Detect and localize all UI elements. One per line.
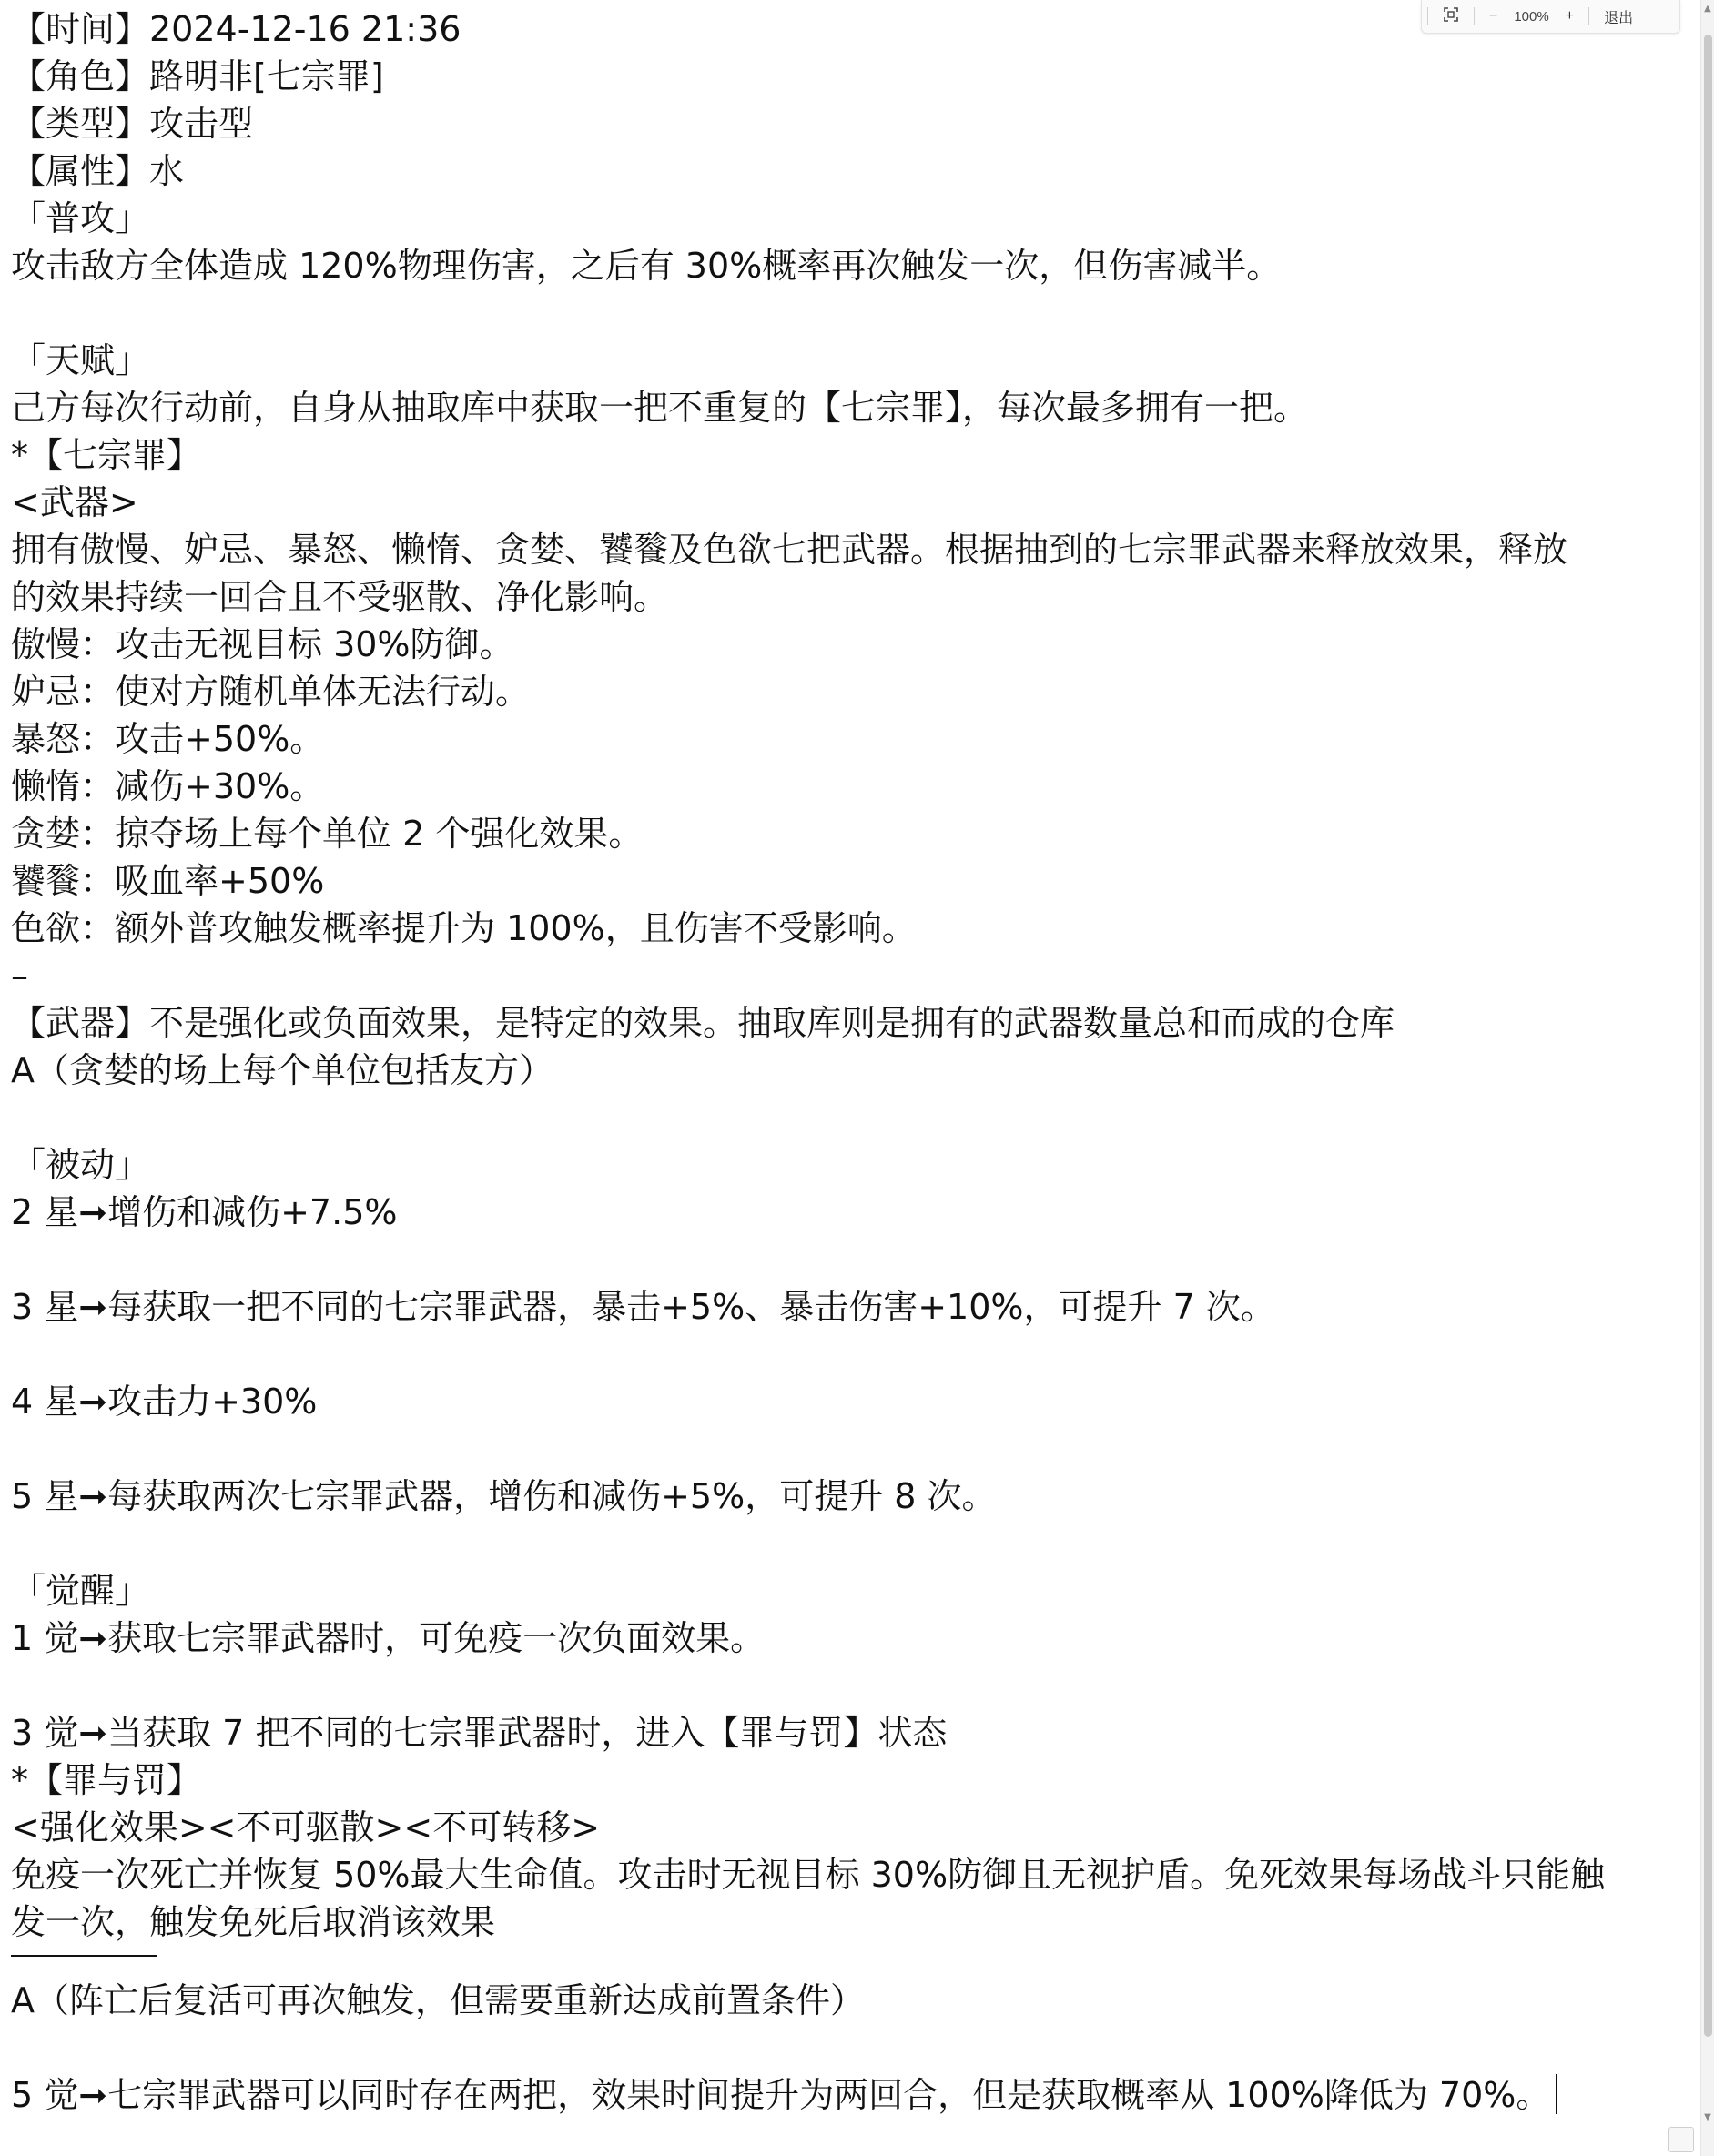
text-line: A（阵亡后复活可再次触发，但需要重新达成前置条件）: [11, 1980, 865, 2020]
text-line: 色欲：额外普攻触发概率提升为 100%，且伤害不受影响。: [11, 908, 917, 948]
text-line: <武器>: [11, 482, 138, 522]
exit-button[interactable]: [1595, 4, 1642, 29]
text-line: –: [11, 956, 28, 996]
text-line: 1 觉➞获取七宗罪武器时，可免疫一次负面效果。: [11, 1618, 766, 1658]
text-line: 【武器】不是强化或负面效果，是特定的效果。抽取库则是拥有的武器数量总和而成的仓库: [11, 1003, 1395, 1043]
text-line: 【属性】水: [11, 151, 185, 191]
text-line: 饕餮：吸血率+50%: [11, 861, 325, 901]
text-line: 2 星➞增伤和减伤+7.5%: [11, 1192, 398, 1232]
text-line: 免疫一次死亡并恢复 50%最大生命值。攻击时无视目标 30%防御且无视护盾。免死效果每场战斗只能触: [11, 1855, 1606, 1895]
text-line: 懒惰：减伤+30%。: [11, 766, 325, 806]
text-line: 「普攻」: [11, 198, 150, 238]
scrollbar-thumb[interactable]: [1704, 35, 1712, 2037]
vertical-scrollbar[interactable]: [1700, 0, 1714, 2156]
fit-page-icon: [1443, 6, 1459, 27]
text-line: 贪婪：掠夺场上每个单位 2 个强化效果。: [11, 814, 644, 854]
zoom-out-button[interactable]: [1480, 4, 1506, 29]
blank-line: [11, 289, 1677, 337]
blank-line: [11, 1236, 1677, 1283]
clipboard-icon[interactable]: [1668, 2127, 1694, 2152]
text-line: 5 星➞每获取两次七宗罪武器，增伤和减伤+5%，可提升 8 次。: [11, 1476, 997, 1516]
blank-line: [11, 1094, 1677, 1141]
toolbar-divider: [1588, 7, 1589, 25]
fit-page-button[interactable]: [1434, 4, 1468, 29]
text-line: 3 觉➞当获取 7 把不同的七宗罪武器时，进入【罪与罚】状态: [11, 1713, 948, 1753]
text-line: A（贪婪的场上每个单位包括友方）: [11, 1050, 553, 1090]
toolbar-divider: [1474, 7, 1475, 25]
minus-icon: −: [1489, 8, 1498, 24]
text-line: 「觉醒」: [11, 1571, 150, 1611]
text-line: 「天赋」: [11, 340, 150, 380]
text-line: 【时间】2024-12-16 21:36: [11, 9, 461, 49]
text-line: 攻击敌方全体造成 120%物理伤害，之后有 30%概率再次触发一次，但伤害减半。: [11, 246, 1282, 286]
text-line: <强化效果><不可驱散><不可转移>: [11, 1807, 601, 1847]
exit-label: 退出: [1604, 10, 1634, 26]
text-line: 3 星➞每获取一把不同的七宗罪武器，暴击+5%、暴击伤害+10%，可提升 7 次。: [11, 1287, 1275, 1327]
zoom-toolbar: [1421, 0, 1680, 34]
text-line: 傲慢：攻击无视目标 30%防御。: [11, 624, 514, 664]
blank-line: [11, 2024, 1677, 2071]
blank-line: [11, 1662, 1677, 1709]
text-line: *【罪与罚】: [11, 1760, 202, 1800]
text-line: 【类型】攻击型: [11, 104, 254, 144]
text-line: 发一次，触发免死后取消该效果: [11, 1902, 496, 1942]
blank-line: [11, 1425, 1677, 1473]
text-line: 妒忌：使对方随机单体无法行动。: [11, 672, 531, 712]
scroll-down-icon[interactable]: ▼: [1704, 2112, 1711, 2122]
blank-line: [11, 1331, 1677, 1378]
text-line: 拥有傲慢、妒忌、暴怒、懒惰、贪婪、饕餮及色欲七把武器。根据抽到的七宗罪武器来释放效果，释放: [11, 530, 1568, 570]
text-caret: [1556, 2074, 1557, 2114]
toolbar-divider: [1427, 7, 1428, 25]
horizontal-rule: [11, 1955, 157, 1957]
zoom-level: 100%: [1514, 8, 1549, 25]
text-line: *【七宗罪】: [11, 435, 202, 475]
text-line: 5 觉➞七宗罪武器可以同时存在两把，效果时间提升为两回合，但是获取概率从 100%降低为 70%。: [11, 2071, 1677, 2119]
text-line: 「被动」: [11, 1145, 150, 1185]
text-line: 暴怒：攻击+50%。: [11, 719, 325, 759]
scroll-up-icon[interactable]: ▲: [1704, 4, 1711, 14]
document-body[interactable]: [11, 5, 1677, 2119]
text-line: 己方每次行动前，自身从抽取库中获取一把不重复的【七宗罪】，每次最多拥有一把。: [11, 388, 1309, 428]
zoom-in-button[interactable]: [1557, 4, 1583, 29]
text-line: 【角色】路明非[七宗罪]: [11, 56, 384, 96]
text-line: 的效果持续一回合且不受驱散、净化影响。: [11, 577, 669, 617]
plus-icon: +: [1565, 8, 1575, 24]
text-line: 4 星➞攻击力+30%: [11, 1382, 318, 1422]
blank-line: [11, 1520, 1677, 1567]
